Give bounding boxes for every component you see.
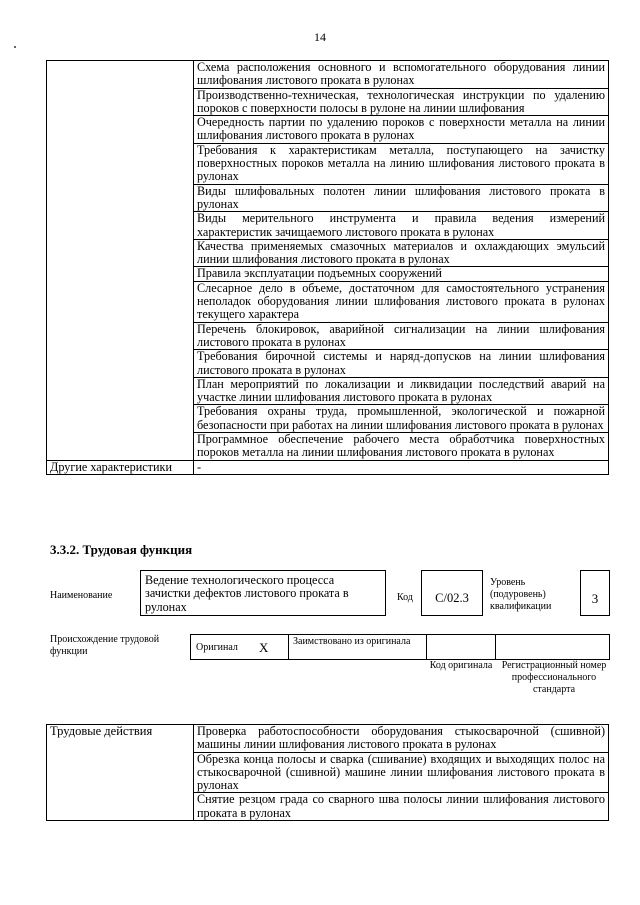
original-mark: X bbox=[259, 640, 269, 655]
knowledge-item: Производственно-техническая, технологическая инструкции по удалению пороков с поверхности полосы в рулоне на линии шлифования bbox=[194, 88, 609, 116]
knowledge-item: Программное обеспечение рабочего места обработчика поверхностных пороков металла на линии шлифования листового проката в рулонах bbox=[194, 433, 609, 461]
origin-label: Происхождение трудовой функции bbox=[50, 634, 160, 657]
table-row bbox=[47, 460, 609, 474]
original-code-box bbox=[426, 634, 496, 660]
knowledge-item: Слесарное дело в объеме, достаточном для самостоятельного устранения неполадок оборудования линии шлифования листового проката в рулонах текущего характера bbox=[194, 281, 609, 322]
knowledge-item: Виды шлифовальных полотен линии шлифования листового проката в рулонах bbox=[194, 184, 609, 212]
scan-speck bbox=[14, 46, 16, 48]
level-box bbox=[580, 570, 610, 616]
registration-number-box bbox=[495, 634, 610, 660]
action-item: Проверка работоспособности оборудования стыкосварочной (сшивной) машины линии шлифования листового проката в рулонах bbox=[194, 725, 609, 753]
table-row bbox=[47, 61, 609, 89]
knowledge-item: Требования охраны труда, промышленной, экологической и пожарной безопасности при работах на линии шлифования листового проката в рулонах bbox=[194, 405, 609, 433]
knowledge-table bbox=[46, 60, 609, 475]
knowledge-item: Очередность партии по удалению пороков с поверхности металла на линии шлифования листового проката в рулонах bbox=[194, 116, 609, 144]
knowledge-item: Качества применяемых смазочных материалов и охлаждающих эмульсий линии шлифования листового проката в рулонах bbox=[194, 239, 609, 267]
level-value: 3 bbox=[591, 591, 599, 606]
action-item: Снятие резцом града со сварного шва полосы линии шлифования листового проката в рулонах bbox=[194, 793, 609, 821]
borrowed-label: Заимствовано из оригинала bbox=[293, 636, 411, 647]
knowledge-item: Схема расположения основного и вспомогательного оборудования линии шлифования листового проката в рулонах bbox=[194, 61, 609, 89]
original-box bbox=[190, 634, 289, 660]
knowledge-item: Требования бирочной системы и наряд-допусков на линии шлифования листового проката в рулонах bbox=[194, 350, 609, 378]
knowledge-item: Правила эксплуатации подъемных сооружений bbox=[194, 267, 609, 281]
original-label: Оригинал bbox=[196, 642, 238, 653]
actions-label: Трудовые действия bbox=[47, 725, 194, 821]
registration-number-caption: Регистрационный номер профессионального стандарта bbox=[501, 660, 607, 695]
knowledge-item: Виды мерительного инструмента и правила ведения измерений характеристик зачищаемого листового проката в рулонах bbox=[194, 212, 609, 240]
level-label: Уровень (подуровень) квалификации bbox=[490, 577, 552, 612]
code-label: Код bbox=[397, 592, 413, 603]
knowledge-item: Требования к характеристикам металла, поступающего на зачистку поверхностных пороков металла на линию шлифования листового проката в рулонах bbox=[194, 143, 609, 184]
action-item: Обрезка конца полосы и сварка (сшивание) входящих и выходящих полос на стыкосварочной (сшивной) машине линии шлифования листового проката в рулонах bbox=[194, 752, 609, 793]
knowledge-item: План мероприятий по локализации и ликвидации последствий аварий на участке линии шлифования листового проката в рулонах bbox=[194, 377, 609, 405]
function-name-value: Ведение технологического процесса зачистки дефектов листового проката в рулонах bbox=[145, 573, 349, 614]
other-characteristics-label: Другие характеристики bbox=[47, 460, 194, 474]
knowledge-left-cell bbox=[47, 61, 194, 461]
other-characteristics-value: - bbox=[194, 460, 609, 474]
code-box bbox=[421, 570, 483, 616]
name-label: Наименование bbox=[50, 590, 113, 601]
borrowed-box bbox=[288, 634, 427, 660]
section-title: 3.3.2. Трудовая функция bbox=[50, 542, 193, 557]
actions-table bbox=[46, 724, 609, 821]
original-code-caption: Код оригинала bbox=[429, 660, 493, 671]
table-row bbox=[47, 725, 609, 753]
knowledge-item: Перечень блокировок, аварийной сигнализации на линии шлифования листового проката в рулонах bbox=[194, 322, 609, 350]
function-name-box bbox=[140, 570, 386, 616]
page-number: 14 bbox=[314, 30, 326, 44]
code-value: C/02.3 bbox=[435, 591, 469, 605]
